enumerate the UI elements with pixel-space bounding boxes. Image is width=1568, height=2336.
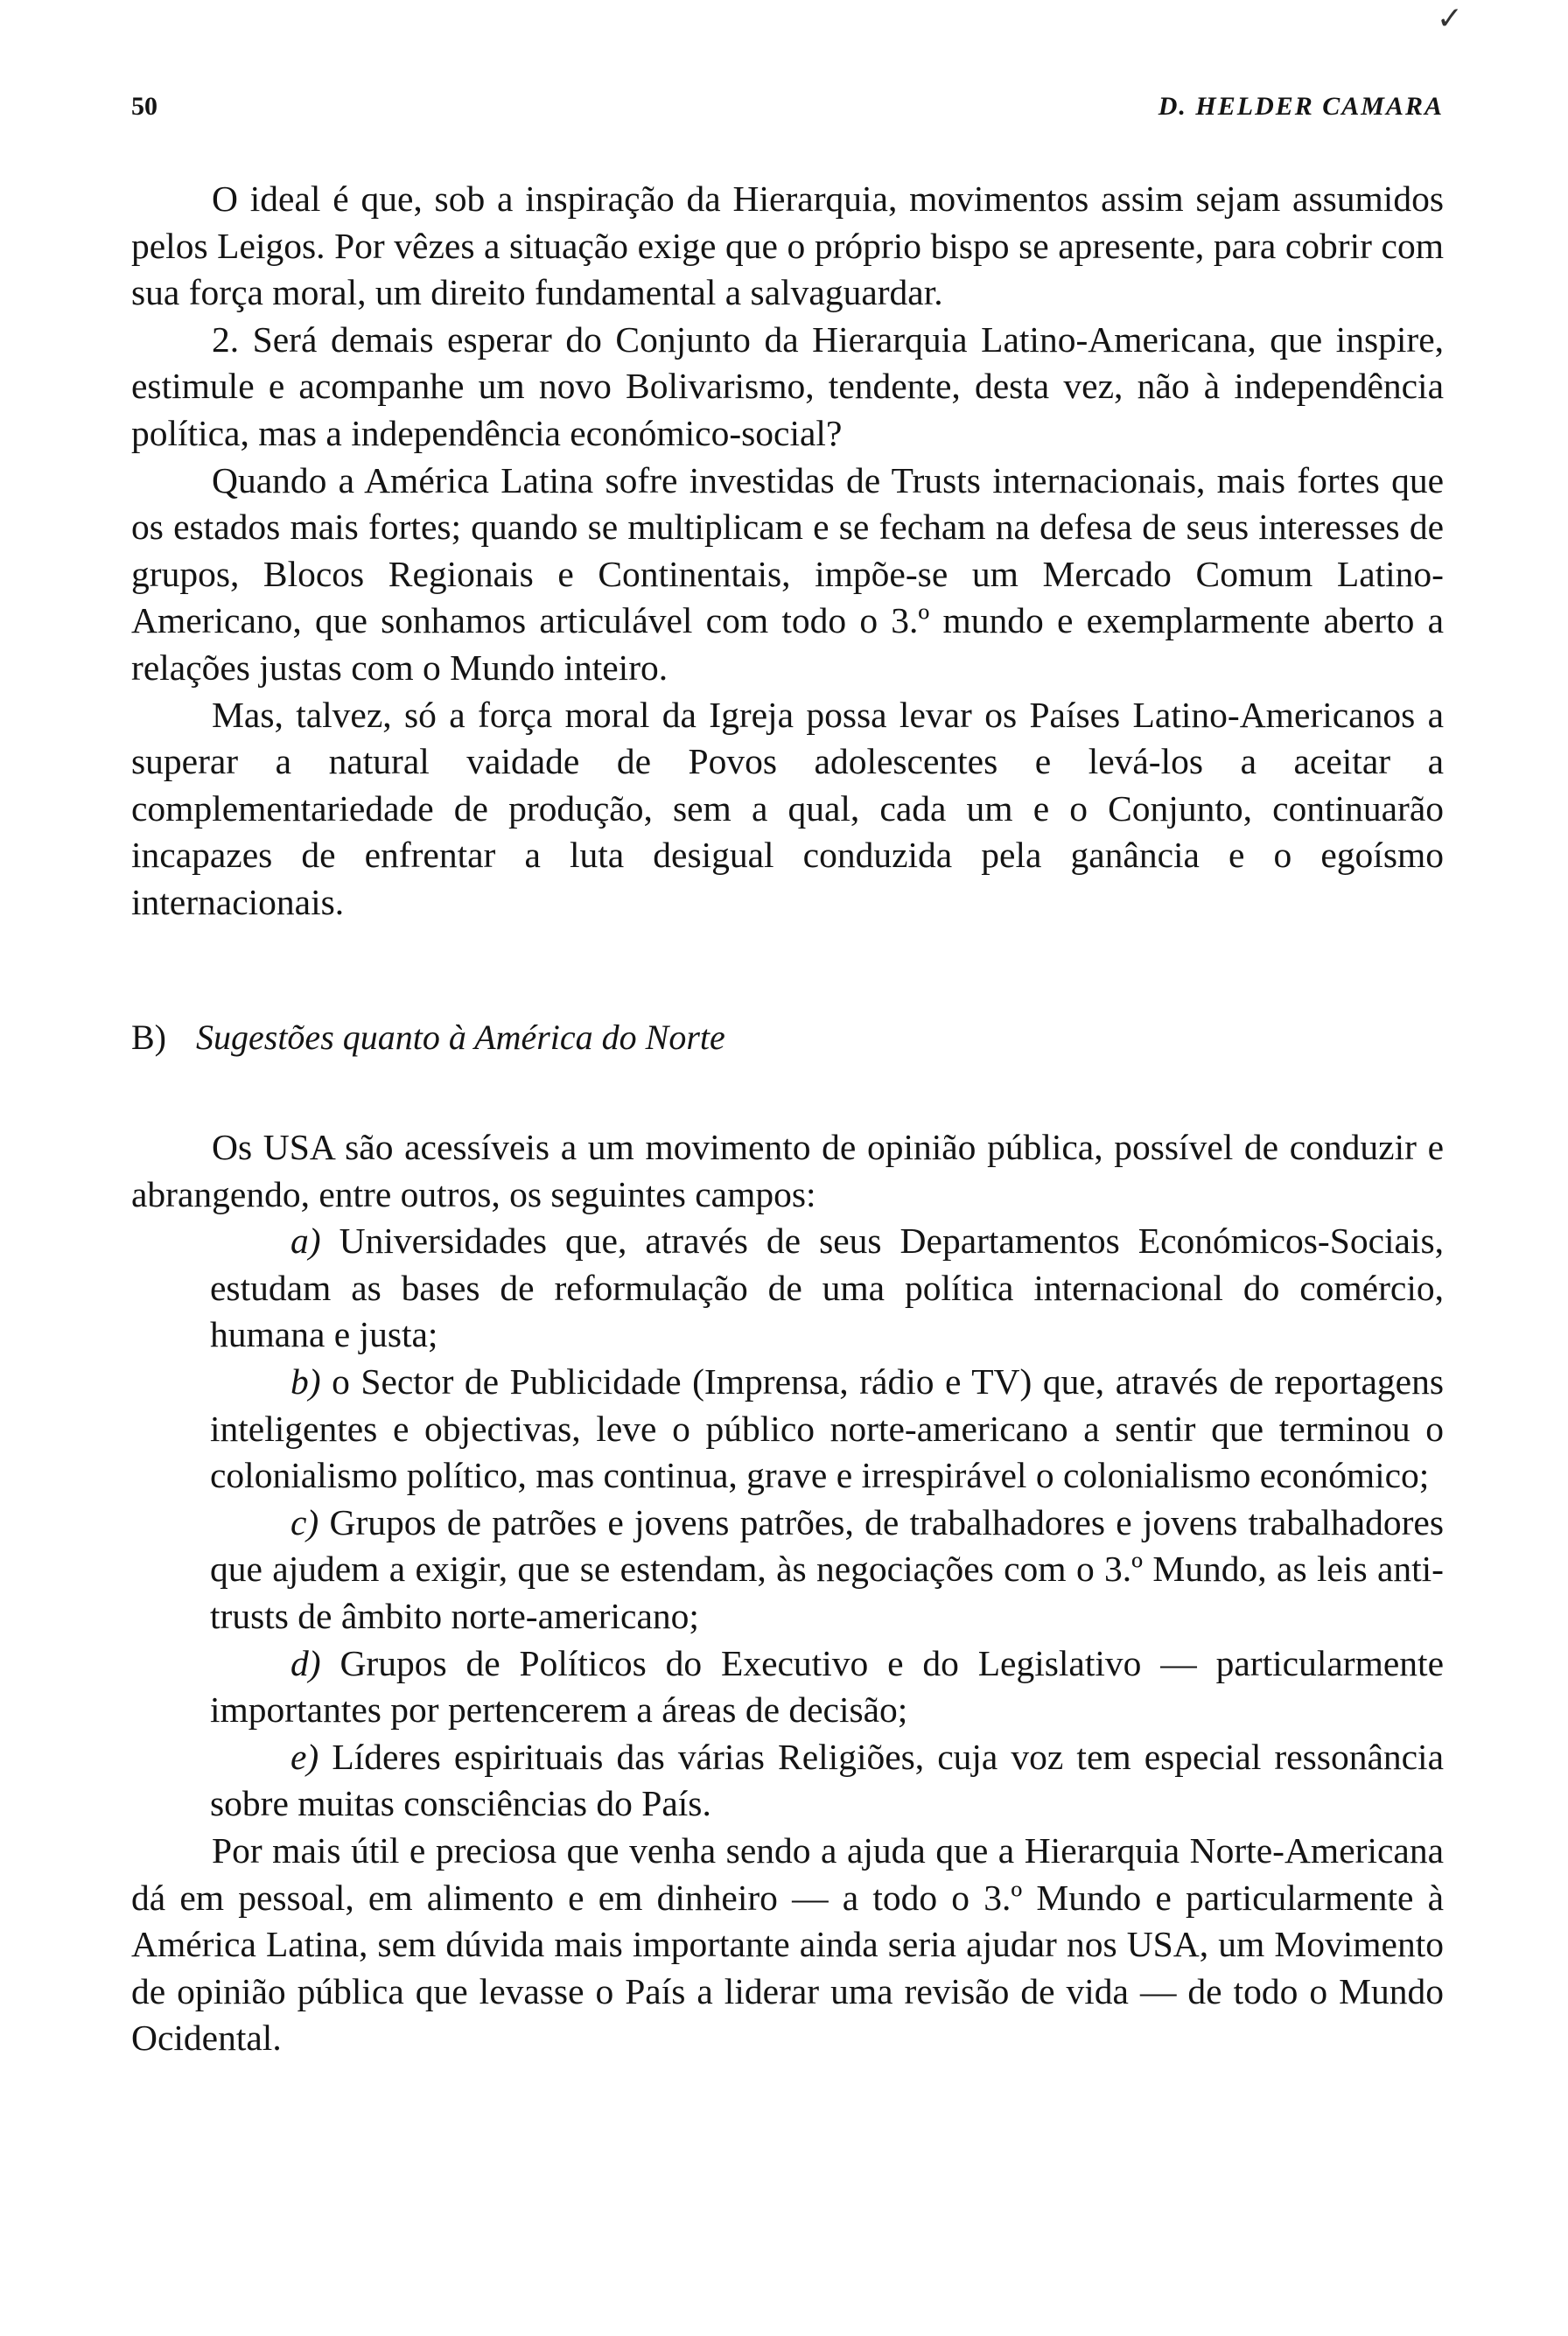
- list-marker: a): [290, 1220, 321, 1262]
- paragraph-2: 2. Será demais esperar do Conjunto da Hierarquia Latino-Americana, que inspire, estimule e acompanhe um novo Bolivarismo, tendente, desta vez, não à independência política, mas a independência económico-social?: [131, 318, 1444, 453]
- section-title: Sugestões quanto à América do Norte: [196, 1017, 725, 1057]
- running-header: [131, 92, 1444, 134]
- list-marker: d): [290, 1642, 321, 1683]
- list-text: Grupos de patrões e jovens patrões, de trabalhadores e jovens trabalhadores que ajudem a exigir, que se estendam, às negociações com o 3.º Mundo, as leis anti-trusts de âmbito norte-americano;: [210, 1501, 1444, 1637]
- list-text: o Sector de Publicidade (Imprensa, rádio e TV) que, através de reportagens inteligentes e objectivas, leve o público norte-americano a sentir que terminou o colonialismo político, mas continua, grave e irrespirável o colonialismo económico;: [210, 1361, 1444, 1496]
- intro-paragraph: Os USA são acessíveis a um movimento de opinião pública, possível de conduzir e abrangendo, entre outros, os seguintes campos:: [131, 1127, 1444, 1214]
- list-marker: e): [290, 1736, 319, 1777]
- closing-paragraph: Por mais útil e preciosa que venha sendo a ajuda que a Hierarquia Norte-Americana dá em pessoal, em alimento e em dinheiro — a todo o 3.º Mundo e particularmente à América Latina, sem dúvida mais importante ainda seria ajudar nos USA, um Movimento de opinião pública que levasse o País a liderar uma revisão de vida — de todo o Mundo Ocidental.: [131, 1830, 1444, 2059]
- handwritten-check-mark: ✓: [1436, 1, 1463, 36]
- paragraph-3: Quando a América Latina sofre investidas de Trusts internacionais, mais fortes que os estados mais fortes; quando se multiplicam e se fecham na defesa de seus interesses de grupos, Blocos Regionais e Continentais, impõe-se um Mercado Comum Latino-Americano, que sonhamos articulável com todo o 3.º mundo e exemplarmente aberto a relações justas com o Mundo inteiro.: [131, 459, 1444, 688]
- list-marker: c): [290, 1501, 319, 1542]
- paragraph-4: Mas, talvez, só a força moral da Igreja possa levar os Países Latino-Americanos a superar a natural vaidade de Povos adolescentes e levá-los a aceitar a complementariedade de produção, sem a qual, cada um e o Conjunto, continuarão incapazes de enfrentar a luta desigual conduzida pela ganância e o egoísmo internacionais.: [131, 694, 1444, 922]
- list-item: [210, 1359, 1444, 1500]
- list-item: [210, 1218, 1444, 1359]
- section-label: B): [131, 1017, 166, 1057]
- list-text: Universidades que, através de seus Departamentos Económicos-Sociais, estudam as bases de reformulação de uma política internacional do comércio, humana e justa;: [210, 1220, 1445, 1355]
- section-heading: [131, 1014, 1444, 1061]
- fields-list: [131, 1218, 1444, 1828]
- list-text: Grupos de Políticos do Executivo e do Legislativo — particularmente importantes por pertencerem a áreas de decisão;: [210, 1642, 1444, 1731]
- list-item: [210, 1640, 1444, 1734]
- running-title: D. HELDER CAMARA: [1158, 92, 1444, 121]
- list-text: Líderes espirituais das várias Religiões, cuja voz tem especial ressonância sobre muitas consciências do País.: [210, 1736, 1444, 1824]
- list-item: [210, 1500, 1444, 1640]
- book-page: [131, 92, 1444, 2062]
- paragraph-1: O ideal é que, sob a inspiração da Hierarquia, movimentos assim sejam assumidos pelos Leigos. Por vêzes a situação exige que o próprio bispo se apresente, para cobrir com sua força moral, um direito fundamental a salvaguardar.: [131, 178, 1444, 313]
- page-number: 50: [131, 92, 158, 121]
- list-item: [210, 1734, 1444, 1828]
- list-marker: b): [290, 1361, 321, 1402]
